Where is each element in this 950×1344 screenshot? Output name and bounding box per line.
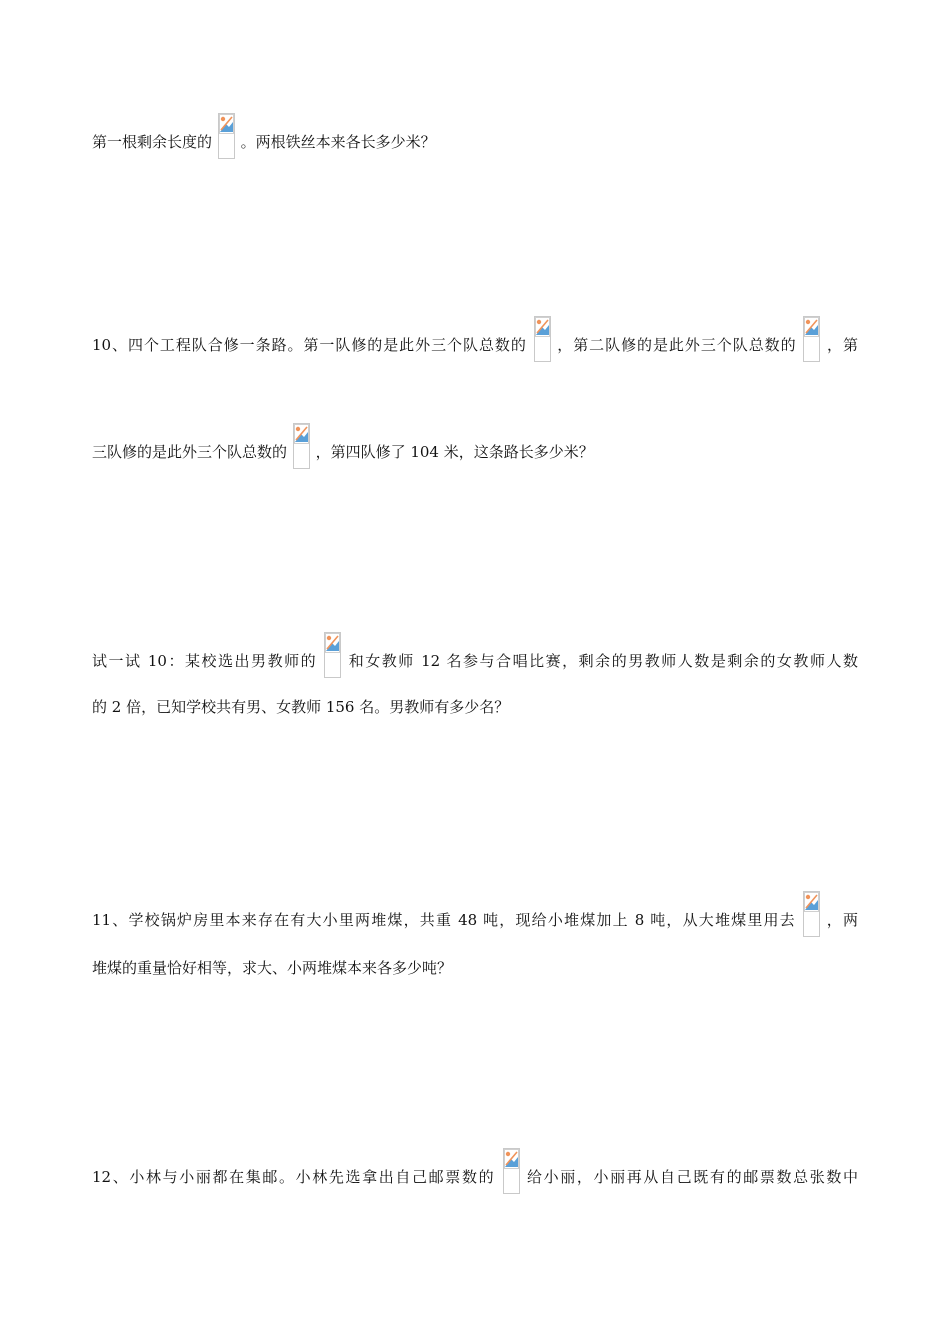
text-segment: 11、学校锅炉房里本来存在有大小里两堆煤，共重 48 吨，现给小堆煤加上 8 吨，从大堆煤里用去	[92, 911, 796, 929]
broken-image-icon	[293, 423, 310, 469]
broken-image-icon	[503, 1148, 520, 1194]
text-segment: 10、四个工程队合修一条路。第一队修的是此外三个队总数的	[92, 336, 527, 354]
text-segment: 给小丽，小丽再从自己既有的邮票数总张数中	[527, 1168, 858, 1186]
text-segment: 堆煤的重量恰好相等，求大、小两堆煤本来各多少吨？	[92, 959, 453, 977]
broken-image-icon	[534, 316, 551, 362]
text-segment: ，两	[826, 911, 858, 929]
text-segment: 12、小林与小丽都在集邮。小林先选拿出自己邮票数的	[92, 1168, 496, 1186]
broken-image-icon	[218, 113, 235, 159]
broken-image-icon	[803, 316, 820, 362]
text-line	[92, 1148, 858, 1194]
text-segment: 的 2 倍，已知学校共有男、女教师 156 名。男教师有多少名？	[92, 698, 510, 716]
text-line	[92, 958, 858, 978]
text-segment: 。两根铁丝本来各长多少米？	[240, 133, 436, 151]
text-line	[92, 316, 858, 362]
text-segment: ，第二队修的是此外三个队总数的	[557, 336, 797, 354]
text-segment: ，第四队修了 104 米，这条路长多少米？	[315, 443, 594, 461]
text-segment: 试一试 10：某校选出男教师的	[92, 652, 318, 670]
text-segment: 三队修的是此外三个队总数的	[92, 443, 288, 461]
text-line	[92, 632, 858, 678]
text-segment: 和女教师 12 名参与合唱比赛，剩余的男教师人数是剩余的女教师人数	[348, 652, 858, 670]
text-segment: 第一根剩余长度的	[92, 133, 213, 151]
broken-image-icon	[324, 632, 341, 678]
text-line	[92, 113, 858, 159]
broken-image-icon	[803, 891, 820, 937]
text-line	[92, 891, 858, 937]
text-segment: ，第	[827, 336, 858, 354]
text-line	[92, 423, 858, 469]
text-line	[92, 697, 858, 717]
